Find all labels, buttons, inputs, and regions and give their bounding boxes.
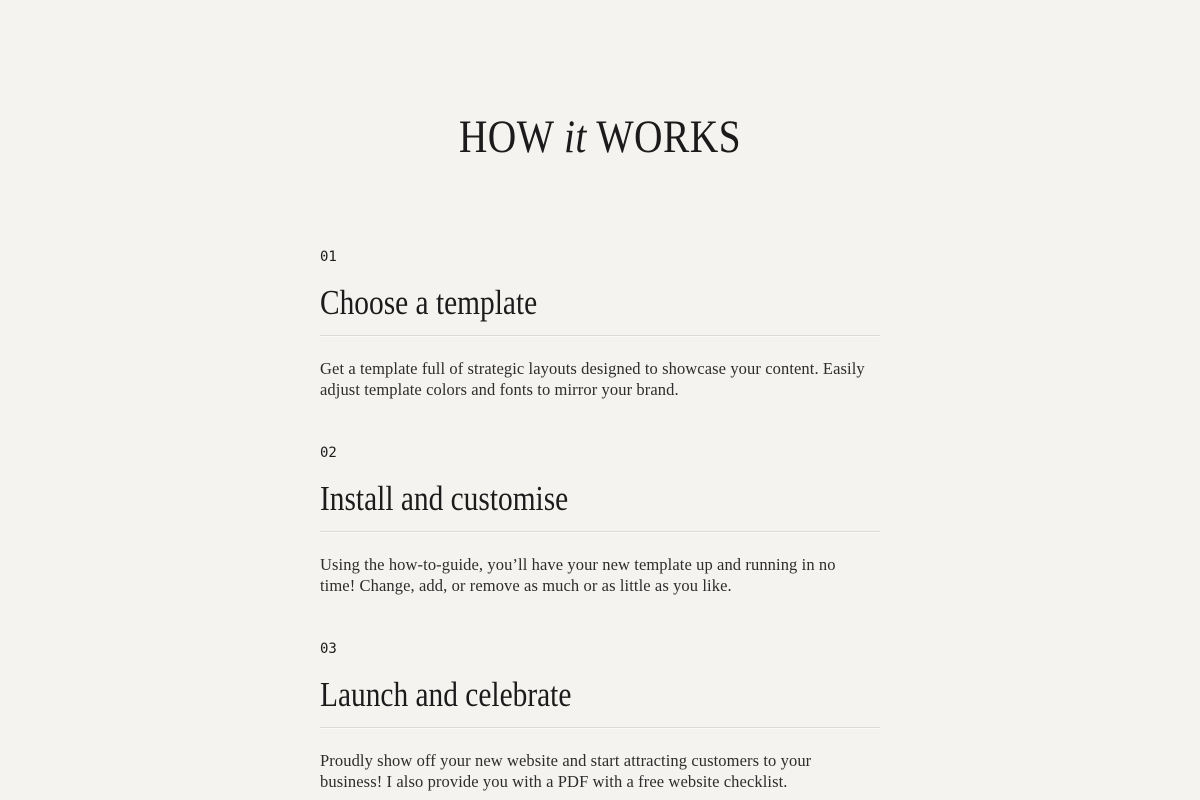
title-word-works: WORKS — [596, 111, 742, 163]
step-3 — [320, 642, 880, 792]
step-number: 02 — [320, 444, 337, 461]
step-title: Launch and celebrate — [320, 675, 572, 714]
step-description: Get a template full of strategic layouts designed to showcase your content. Easily adjust template colors and fonts to mirror your brand. — [320, 358, 865, 399]
step-1 — [320, 250, 880, 400]
step-description: Using the how-to-guide, you’ll have your new template up and running in no time! Change, add, or remove as much or as little as you like. — [320, 554, 836, 595]
step-number: 01 — [320, 248, 337, 265]
step-description: Proudly show off your new website and start attracting customers to your business! I also provide you with a PDF with a free website checklist. — [320, 750, 812, 792]
step-divider — [320, 727, 880, 729]
steps-list — [320, 164, 880, 792]
step-divider — [320, 531, 880, 533]
section-title — [0, 0, 1200, 164]
title-word-how: HOW — [458, 111, 554, 163]
step-title: Install and customise — [320, 478, 569, 518]
step-title: Choose a template — [320, 282, 538, 322]
step-number: 03 — [320, 641, 337, 657]
step-2 — [320, 446, 880, 596]
step-divider — [320, 335, 880, 337]
section-title-text — [459, 112, 741, 164]
title-word-it: it — [564, 111, 587, 163]
